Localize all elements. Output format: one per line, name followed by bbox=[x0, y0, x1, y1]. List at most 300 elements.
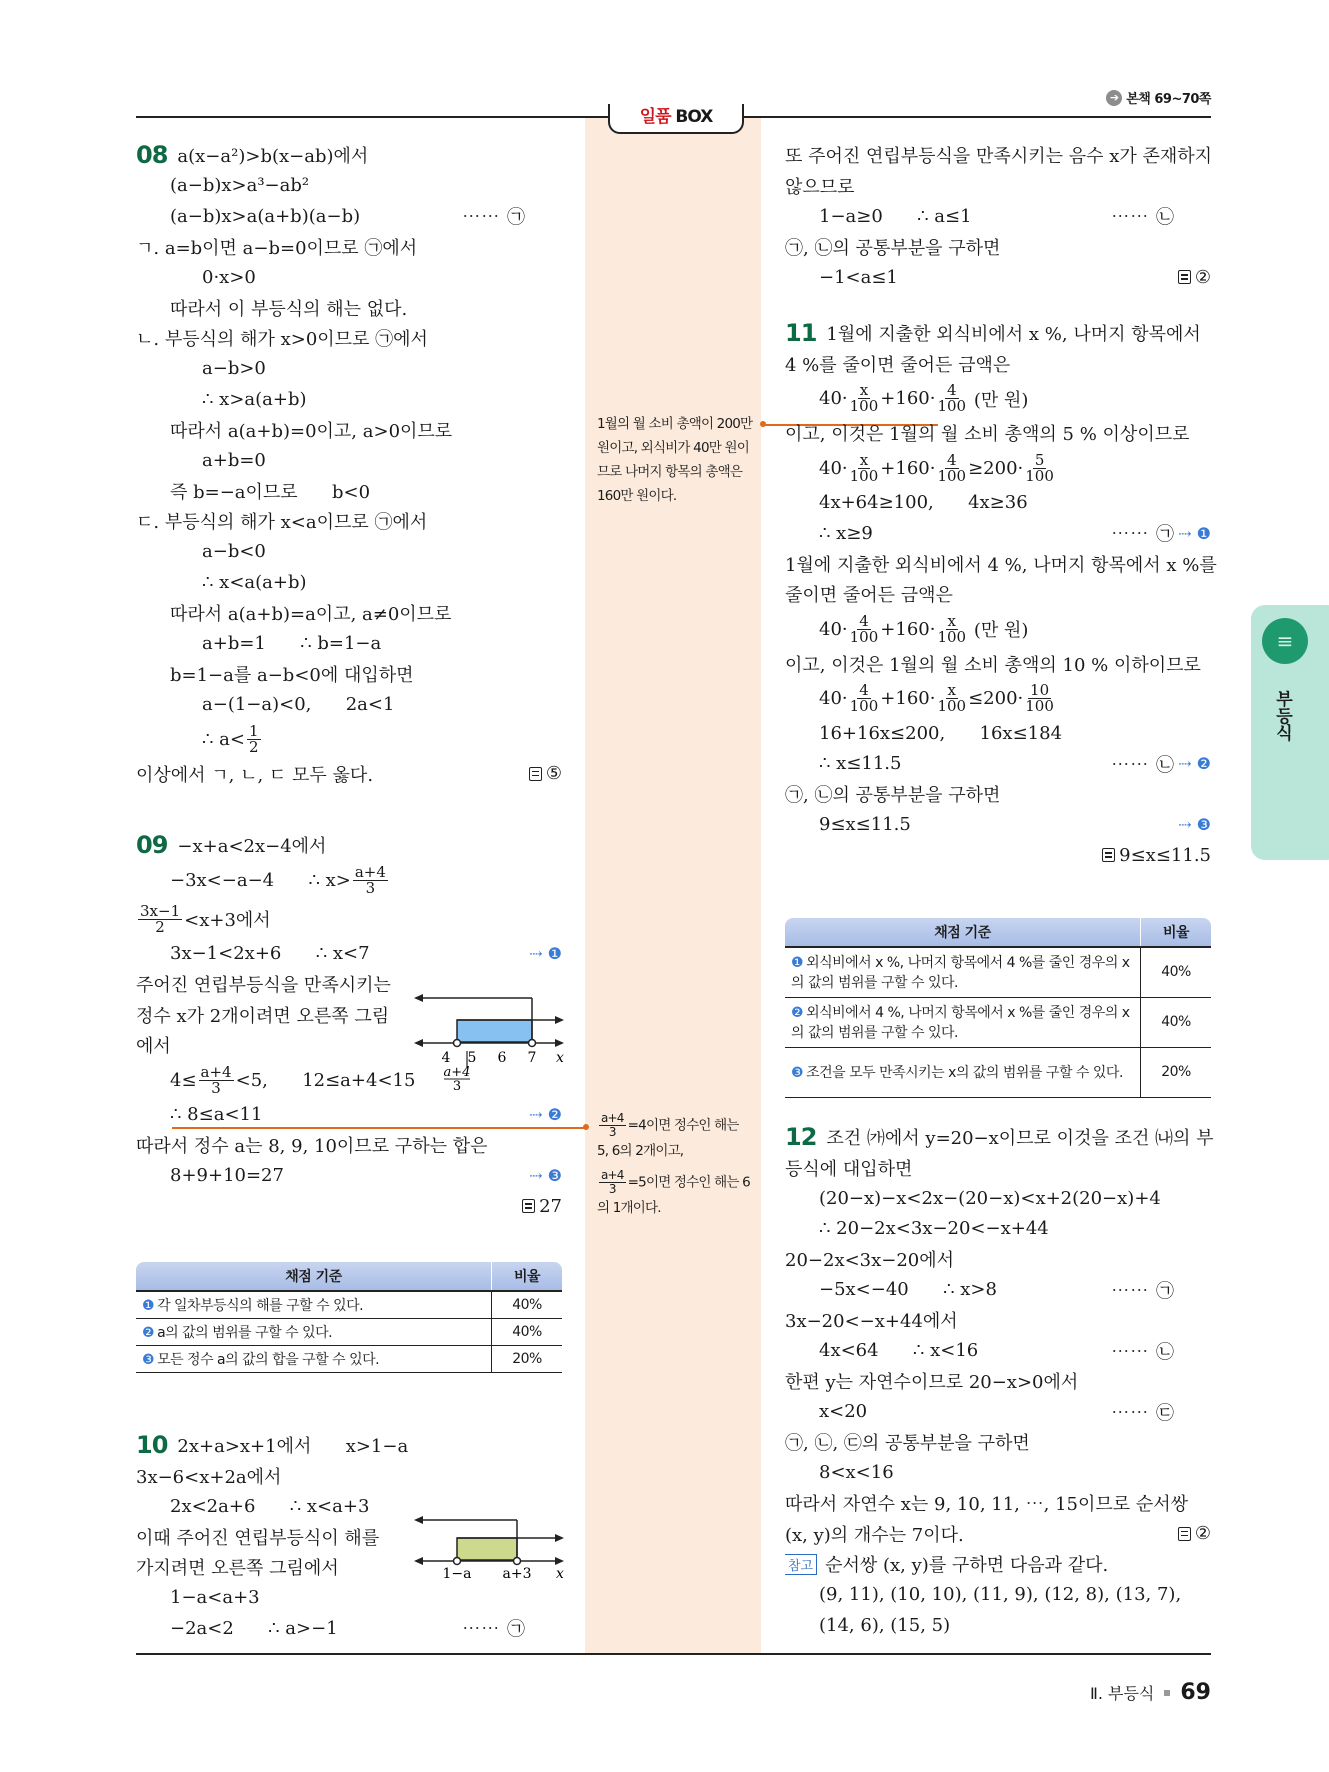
solution-line bbox=[785, 810, 1211, 841]
math-text: x<20 bbox=[819, 1401, 868, 1423]
step-marker-icon: ⇢ ❶ bbox=[1178, 523, 1211, 543]
solution-line bbox=[785, 1397, 1211, 1428]
math-text: a+b=0 bbox=[202, 449, 266, 471]
math-text: −5x<−40 ∴ x>8 bbox=[819, 1279, 997, 1301]
math-text: 40· bbox=[819, 388, 848, 409]
math-text: 줄이면 줄어든 금액은 bbox=[785, 585, 953, 607]
solution-line bbox=[136, 689, 562, 720]
answer bbox=[1178, 267, 1211, 288]
math-text: 4 %를 줄이면 줄어든 금액은 bbox=[785, 354, 1011, 376]
step-3-icon: ❸ bbox=[142, 1352, 155, 1368]
equation-label: ⋯⋯ ㉠ bbox=[1111, 1280, 1175, 1302]
math-text: +160· bbox=[880, 388, 936, 409]
math-text: 한편 y는 자연수이므로 20−x>0에서 bbox=[785, 1372, 1079, 1394]
math-text: (만 원) bbox=[968, 389, 1029, 411]
fraction bbox=[247, 721, 261, 756]
ratio-value: 40% bbox=[1141, 997, 1212, 1047]
arrow-right-icon bbox=[555, 1534, 564, 1542]
math-text: −2a<2 ∴ a>−1 bbox=[170, 1617, 338, 1639]
solution-line bbox=[785, 1122, 1214, 1153]
denominator: 100 bbox=[937, 466, 967, 485]
solution-line bbox=[136, 1130, 562, 1161]
math-text: 40· bbox=[819, 457, 848, 479]
math-text: 4≤ bbox=[170, 1069, 197, 1091]
solution-line bbox=[785, 201, 1211, 232]
problem-10-continued bbox=[785, 140, 1211, 293]
chapter-list-icon: ≡ bbox=[1262, 618, 1308, 664]
math-text: 않으므로 bbox=[785, 176, 855, 198]
problem-number: 12 bbox=[785, 1123, 817, 1152]
solution-line bbox=[136, 415, 562, 446]
solution-line bbox=[136, 759, 562, 790]
math-text: 20−2x<3x−20에서 bbox=[785, 1250, 955, 1272]
numerator: x bbox=[859, 381, 869, 399]
equation-label: ⋯⋯ ㉠ bbox=[1111, 524, 1175, 546]
solution-line bbox=[785, 418, 1211, 449]
math-text: 2x+a>x+1에서 x>1−a bbox=[177, 1436, 409, 1458]
math-text: −3x<−a−4 ∴ x> bbox=[170, 869, 351, 891]
math-text: a−b<0 bbox=[202, 541, 266, 563]
answer-value: ② bbox=[1194, 1523, 1211, 1545]
answer bbox=[529, 763, 562, 784]
math-text: 9≤x≤11.5 bbox=[819, 814, 911, 836]
connector-dot bbox=[583, 1124, 589, 1130]
step-marker-icon: ⇢ ❷ bbox=[529, 1105, 562, 1125]
math-text: 따라서 정수 a는 8, 9, 10이므로 구하는 합은 bbox=[136, 1136, 488, 1158]
numerator: 4 bbox=[947, 450, 957, 469]
math-text: 또 주어진 연립부등식을 만족시키는 음수 x가 존재하지 bbox=[785, 146, 1213, 168]
solution-line bbox=[785, 1580, 1211, 1611]
numerator: x bbox=[947, 681, 956, 699]
fraction bbox=[199, 1062, 234, 1097]
solution-line bbox=[785, 1336, 1211, 1367]
solution-line bbox=[785, 1244, 1211, 1275]
math-text: 따라서 a(a+b)=0이고, a>0이므로 bbox=[170, 420, 453, 442]
denominator: 100 bbox=[849, 466, 879, 485]
numerator: x bbox=[859, 450, 869, 469]
table-row bbox=[136, 1319, 562, 1346]
answer-value: ② bbox=[1194, 266, 1211, 288]
solution-line bbox=[136, 939, 562, 970]
numerator: 4 bbox=[859, 611, 869, 630]
solution-line bbox=[136, 1613, 562, 1644]
solution-line bbox=[136, 445, 562, 476]
step-1-icon: ❶ bbox=[142, 1298, 155, 1314]
fraction bbox=[599, 1112, 626, 1139]
axis-variable: x bbox=[556, 1566, 564, 1580]
math-text: b=1−a를 a−b<0에 대입하면 bbox=[170, 664, 414, 686]
table-row bbox=[136, 1346, 562, 1373]
problem-08 bbox=[136, 140, 562, 789]
solution-line bbox=[785, 840, 1211, 871]
solution-line bbox=[136, 861, 562, 900]
box-title-tab bbox=[608, 104, 744, 134]
solution-line bbox=[136, 506, 562, 537]
solution-line bbox=[136, 293, 562, 324]
solution-line bbox=[785, 518, 1211, 549]
solution-line bbox=[785, 1214, 1211, 1245]
point-label: 1−a bbox=[442, 1566, 472, 1580]
solution-line bbox=[136, 384, 562, 415]
page-number: 69 bbox=[1180, 1680, 1211, 1705]
problem-number: 09 bbox=[136, 831, 168, 860]
math-text: 8+9+10=27 bbox=[170, 1165, 284, 1187]
solution-line bbox=[785, 1458, 1211, 1489]
math-text: (9, 11), (10, 10), (11, 9), (12, 8), (13, 7), bbox=[819, 1584, 1182, 1606]
criteria-text: 모든 정수 a의 값의 합을 구할 수 있다. bbox=[157, 1352, 380, 1368]
solution-line bbox=[136, 171, 562, 202]
math-text: (a−b)x>a³−ab² bbox=[170, 175, 310, 197]
criteria-text: 각 일차부등식의 해를 구할 수 있다. bbox=[157, 1298, 364, 1314]
problem-number: 11 bbox=[785, 319, 817, 348]
math-text: 8<x<16 bbox=[819, 1462, 894, 1484]
denominator: 3 bbox=[608, 1125, 616, 1139]
solution-line bbox=[785, 549, 1217, 580]
solution-line bbox=[785, 1153, 1211, 1184]
table-header-criteria: 채점 기준 bbox=[136, 1262, 492, 1291]
answer-icon bbox=[522, 1199, 535, 1213]
math-text: 순서쌍 (x, y)를 구하면 다음과 같다. bbox=[825, 1555, 1109, 1577]
solution-line bbox=[136, 201, 562, 232]
solution-line bbox=[785, 1183, 1211, 1214]
math-text: ∴ 8≤a<11 bbox=[170, 1104, 263, 1126]
arrow-right-icon bbox=[555, 1016, 564, 1024]
solution-line bbox=[136, 232, 562, 263]
solution-line bbox=[785, 379, 1211, 418]
math-text: ≤200· bbox=[968, 688, 1024, 709]
math-text: ∴ x>a(a+b) bbox=[202, 388, 307, 410]
solution-line bbox=[136, 140, 562, 171]
solution-line bbox=[785, 1366, 1211, 1397]
criteria-text: 외식비에서 x %, 나머지 항목에서 4 %를 줄인 경우의 x의 값의 범위를 구할 수 있다. bbox=[791, 955, 1130, 992]
footer-rule bbox=[136, 1653, 1211, 1655]
numerator: 3x−1 bbox=[140, 901, 181, 920]
numerator: a+4 bbox=[200, 1062, 232, 1081]
math-text: (x, y)의 개수는 7이다. bbox=[785, 1524, 964, 1546]
criteria-text: 외식비에서 4 %, 나머지 항목에서 x %를 줄인 경우의 x의 값의 범위를 구할 수 있다. bbox=[791, 1005, 1130, 1041]
numerator: 1 bbox=[249, 721, 259, 740]
math-text: 4x<64 ∴ x<16 bbox=[819, 1340, 979, 1362]
axis-variable: x bbox=[556, 1050, 564, 1066]
math-text: 등식에 대입하면 bbox=[785, 1158, 913, 1180]
step-marker-icon: ⇢ ❷ bbox=[1178, 754, 1211, 774]
solution-line bbox=[136, 567, 562, 598]
fraction bbox=[850, 683, 879, 714]
step-1-icon: ❶ bbox=[791, 955, 804, 972]
math-text: 3x−20<−x+44에서 bbox=[785, 1311, 958, 1333]
number-line-figure-09 bbox=[410, 990, 570, 1090]
ratio-value: 40% bbox=[492, 1291, 563, 1319]
equation-label: ⋯⋯ ㉡ bbox=[1111, 754, 1175, 776]
solution-line bbox=[136, 354, 562, 385]
answer-icon bbox=[1178, 270, 1191, 284]
fraction bbox=[937, 383, 966, 414]
math-text: ∴ 20−2x<3x−20<−x+44 bbox=[819, 1218, 1049, 1240]
number-line-figure-10 bbox=[410, 1512, 570, 1580]
math-text: <x+3에서 bbox=[184, 910, 271, 931]
math-text: a+b=1 ∴ b=1−a bbox=[202, 632, 382, 654]
fraction bbox=[599, 1169, 626, 1196]
equation-label: ⋯⋯ ㉡ bbox=[1111, 207, 1175, 229]
math-text: 0·x>0 bbox=[202, 266, 256, 288]
math-text: 40· bbox=[819, 688, 848, 709]
axis-arrow-right-icon bbox=[555, 1039, 564, 1047]
solution-line bbox=[136, 628, 562, 659]
math-text: 가지려면 오른쪽 그림에서 bbox=[136, 1558, 339, 1580]
point-label: a+3 bbox=[502, 1566, 532, 1580]
solution-line bbox=[785, 1610, 1211, 1641]
page-footer bbox=[1090, 1680, 1211, 1705]
chapter-name: Ⅱ. 부등식 bbox=[1089, 1684, 1155, 1703]
denominator: 2 bbox=[249, 737, 259, 756]
math-text: ㄷ. 부등식의 해가 x<a이므로 ㉠에서 bbox=[136, 512, 428, 534]
numerator: 10 bbox=[1030, 681, 1050, 699]
ratio-value: 20% bbox=[492, 1346, 563, 1373]
ratio-value: 20% bbox=[1141, 1047, 1212, 1097]
math-text: 3x−1<2x+6 ∴ x<7 bbox=[170, 943, 370, 965]
solution-line bbox=[785, 232, 1211, 263]
math-text: 1월에 지출한 외식비에서 4 %, 나머지 항목에서 x %를 bbox=[785, 554, 1217, 576]
fraction bbox=[353, 862, 388, 897]
answer-icon bbox=[1178, 1527, 1191, 1541]
answer bbox=[1102, 845, 1211, 866]
solution-region bbox=[457, 1020, 532, 1042]
math-text: a−b>0 bbox=[202, 358, 266, 380]
solution-line bbox=[785, 488, 1211, 519]
open-point bbox=[529, 1040, 536, 1047]
answer-value: 27 bbox=[539, 1195, 562, 1217]
math-text: a−(1−a)<0, 2a<1 bbox=[202, 693, 395, 715]
denominator: 100 bbox=[1025, 697, 1054, 715]
equation-label: ⋯⋯ ㉠ bbox=[462, 1619, 526, 1641]
open-point bbox=[454, 1558, 461, 1565]
solution-line bbox=[136, 262, 562, 293]
numerator: x bbox=[947, 611, 956, 630]
fraction bbox=[937, 450, 967, 485]
fraction bbox=[937, 683, 966, 714]
math-text: ㉠, ㉡의 공통부분을 구하면 bbox=[785, 237, 1001, 259]
math-text: 이때 주어진 연립부등식이 해를 bbox=[136, 1527, 380, 1549]
solution-line bbox=[136, 659, 562, 690]
solution-line bbox=[785, 140, 1211, 171]
numerator: a+4 bbox=[601, 1168, 624, 1182]
separator-square-icon bbox=[1164, 1690, 1170, 1696]
math-text: 1월에 지출한 외식비에서 x %, 나머지 항목에서 bbox=[826, 324, 1201, 346]
solution-line bbox=[785, 649, 1211, 680]
fraction bbox=[850, 383, 879, 414]
solution-line bbox=[136, 1583, 562, 1614]
table-header-ratio: 비율 bbox=[492, 1262, 563, 1291]
problem-number: 08 bbox=[136, 141, 168, 170]
answer-icon bbox=[1102, 848, 1115, 862]
denominator: 100 bbox=[937, 397, 967, 415]
solution-line bbox=[136, 598, 562, 629]
criteria-text: 조건을 모두 만족시키는 x의 값의 범위를 구할 수 있다. bbox=[806, 1065, 1123, 1081]
math-text: ∴ x≤11.5 bbox=[819, 753, 902, 775]
fraction bbox=[1025, 450, 1054, 485]
solution-line bbox=[785, 449, 1211, 488]
math-text: 40· bbox=[819, 618, 848, 640]
note-text-b: =5이면 정수인 해는 6의 1개이다. bbox=[597, 1174, 750, 1216]
denominator: 100 bbox=[849, 697, 879, 715]
solution-line bbox=[785, 1488, 1211, 1519]
solution-line bbox=[785, 718, 1211, 749]
denominator: 100 bbox=[1025, 466, 1054, 485]
answer bbox=[1178, 1523, 1211, 1544]
solution-line bbox=[785, 349, 1211, 380]
ratio-value: 40% bbox=[1141, 947, 1212, 997]
textbook-reference bbox=[1106, 88, 1211, 107]
fraction bbox=[849, 611, 879, 646]
answer-value: ⑤ bbox=[545, 763, 562, 785]
arrow-left-icon bbox=[414, 1516, 423, 1524]
math-text: −x+a<2x−4에서 bbox=[177, 836, 327, 858]
table-header-ratio: 비율 bbox=[1141, 918, 1212, 947]
solution-line bbox=[136, 1430, 562, 1461]
math-text: ㄴ. 부등식의 해가 x>0이므로 ㉠에서 bbox=[136, 329, 428, 351]
tick-label: 6 bbox=[497, 1050, 507, 1066]
box-title-black: BOX bbox=[670, 107, 713, 127]
denominator: 100 bbox=[849, 627, 879, 646]
step-marker-icon: ⇢ ❸ bbox=[529, 1166, 562, 1186]
math-text: ∴ a< bbox=[202, 728, 245, 750]
fraction bbox=[849, 450, 879, 485]
step-2-icon: ❷ bbox=[791, 1005, 804, 1021]
tick-label: 5 bbox=[467, 1050, 477, 1066]
open-point bbox=[514, 1558, 521, 1565]
numerator: a+4 bbox=[601, 1111, 624, 1125]
math-text: 따라서 a(a+b)=a이고, a≠0이므로 bbox=[170, 603, 452, 625]
math-text: 4x+64≥100, 4x≥36 bbox=[819, 492, 1028, 514]
solution-line bbox=[136, 830, 562, 861]
denominator: 3 bbox=[365, 878, 376, 897]
math-text: 정수 x가 2개이려면 오른쪽 그림 bbox=[136, 1005, 390, 1027]
numerator: a+4 bbox=[354, 862, 386, 881]
problem-12 bbox=[785, 1122, 1214, 1641]
table-row bbox=[785, 947, 1211, 997]
math-text: 16+16x≤200, 16x≤184 bbox=[819, 722, 1063, 744]
step-3-icon: ❸ bbox=[791, 1065, 804, 1081]
marker-numerator: a+4 bbox=[443, 1065, 471, 1080]
tick-label: 7 bbox=[527, 1050, 537, 1066]
math-text: (20−x)−x<2x−(20−x)<x+2(20−x)+4 bbox=[819, 1187, 1161, 1209]
tick-label: 4 bbox=[441, 1050, 451, 1066]
denominator: 3 bbox=[608, 1182, 616, 1196]
side-note-2 bbox=[597, 1112, 753, 1220]
grading-table-11 bbox=[785, 918, 1211, 1098]
math-text: ㉠, ㉡, ㉢의 공통부분을 구하면 bbox=[785, 1433, 1030, 1455]
solution-line bbox=[136, 1461, 562, 1492]
denominator: 100 bbox=[937, 697, 967, 715]
math-text: 따라서 이 부등식의 해는 없다. bbox=[170, 298, 408, 320]
equation-label: ⋯⋯ ㉠ bbox=[462, 207, 526, 229]
numerator: 4 bbox=[947, 381, 957, 399]
axis-arrow-left-icon bbox=[414, 1557, 423, 1565]
criteria-text: a의 값의 범위를 구할 수 있다. bbox=[157, 1325, 333, 1341]
solution-line bbox=[785, 318, 1211, 349]
solution-line bbox=[785, 1275, 1211, 1306]
table-row bbox=[785, 997, 1211, 1047]
open-point bbox=[454, 1040, 461, 1047]
solution-line bbox=[136, 1161, 562, 1192]
answer bbox=[522, 1196, 562, 1217]
solution-line bbox=[785, 1305, 1211, 1336]
math-text: 3x−6<x+2a에서 bbox=[136, 1466, 282, 1488]
answer-icon bbox=[529, 767, 542, 781]
math-text: (만 원) bbox=[968, 620, 1029, 641]
table-row bbox=[785, 1047, 1211, 1097]
math-text: 이상에서 ㄱ, ㄴ, ㄷ 모두 옳다. bbox=[136, 764, 374, 786]
math-text: +160· bbox=[880, 457, 936, 479]
equation-label: ⋯⋯ ㉢ bbox=[1111, 1402, 1175, 1424]
step-marker-icon: ⇢ ❸ bbox=[1178, 815, 1211, 835]
math-text: −1<a≤1 bbox=[819, 266, 898, 288]
table-header-criteria: 채점 기준 bbox=[785, 918, 1141, 947]
solution-line bbox=[136, 476, 562, 507]
solution-line bbox=[136, 720, 562, 759]
grading-table-09 bbox=[136, 1262, 562, 1373]
chapter-tab-label: 부등식 bbox=[1272, 690, 1292, 741]
axis-arrow-left-icon bbox=[414, 1039, 423, 1047]
math-text: 이고, 이것은 1월의 월 소비 총액의 10 % 이하이므로 bbox=[785, 654, 1201, 676]
math-text: 에서 bbox=[136, 1036, 171, 1058]
math-text: 조건 ㈎에서 y=20−x이므로 이것을 조건 ㈏의 부 bbox=[826, 1128, 1214, 1150]
math-text: 즉 b=−a이므로 b<0 bbox=[170, 481, 371, 503]
solution-line bbox=[785, 610, 1211, 649]
step-marker-icon: ⇢ ❶ bbox=[529, 944, 562, 964]
math-text: ∴ x<a(a+b) bbox=[202, 571, 307, 593]
solution-line bbox=[785, 779, 1211, 810]
fraction bbox=[138, 901, 182, 936]
arrow-circle-icon: ➔ bbox=[1106, 90, 1122, 106]
ratio-value: 40% bbox=[492, 1319, 563, 1346]
solution-line bbox=[136, 900, 562, 939]
answer-value: 9≤x≤11.5 bbox=[1119, 844, 1211, 866]
problem-11 bbox=[785, 318, 1217, 871]
solution-line bbox=[785, 679, 1211, 718]
math-text: 주어진 연립부등식을 만족시키는 bbox=[136, 975, 391, 997]
solution-line bbox=[785, 1427, 1211, 1458]
marker-denominator: 3 bbox=[452, 1079, 462, 1090]
connector-line bbox=[172, 1127, 585, 1129]
solution-line bbox=[785, 1549, 1211, 1580]
problem-number: 10 bbox=[136, 1431, 168, 1460]
solution-line bbox=[136, 323, 562, 354]
math-text: a(x−a²)>b(x−ab)에서 bbox=[177, 146, 369, 168]
solution-line bbox=[785, 579, 1211, 610]
math-text: <5, 12≤a+4<15 bbox=[235, 1069, 416, 1091]
math-text: ㉠, ㉡의 공통부분을 구하면 bbox=[785, 785, 1001, 807]
step-2-icon: ❷ bbox=[142, 1325, 155, 1341]
note-text-a: =4이면 정수인 해는 5, 6의 2개이고, bbox=[597, 1117, 739, 1159]
math-text: 따라서 자연수 x는 9, 10, 11, ⋯, 15이므로 순서쌍 bbox=[785, 1494, 1189, 1516]
box-title-red: 일품 bbox=[639, 107, 671, 127]
denominator: 100 bbox=[849, 397, 879, 415]
math-text: ≥200· bbox=[968, 457, 1024, 479]
solution-region bbox=[457, 1538, 517, 1560]
solution-line bbox=[785, 749, 1211, 780]
fraction bbox=[937, 611, 967, 646]
solution-line bbox=[785, 1519, 1211, 1550]
numerator: 4 bbox=[859, 681, 869, 699]
side-note-1: 1월의 월 소비 총액이 200만 원이고, 외식비가 40만 원이므로 나머지 항목의 총액은 160만 원이다. bbox=[597, 416, 753, 504]
table-row bbox=[136, 1291, 562, 1319]
solution-line bbox=[785, 171, 1211, 202]
math-text: +160· bbox=[880, 618, 936, 640]
reference-pages: 본책 69~70쪽 bbox=[1126, 92, 1211, 107]
math-text: 1−a≥0 ∴ a≤1 bbox=[819, 205, 972, 227]
solution-line bbox=[136, 537, 562, 568]
